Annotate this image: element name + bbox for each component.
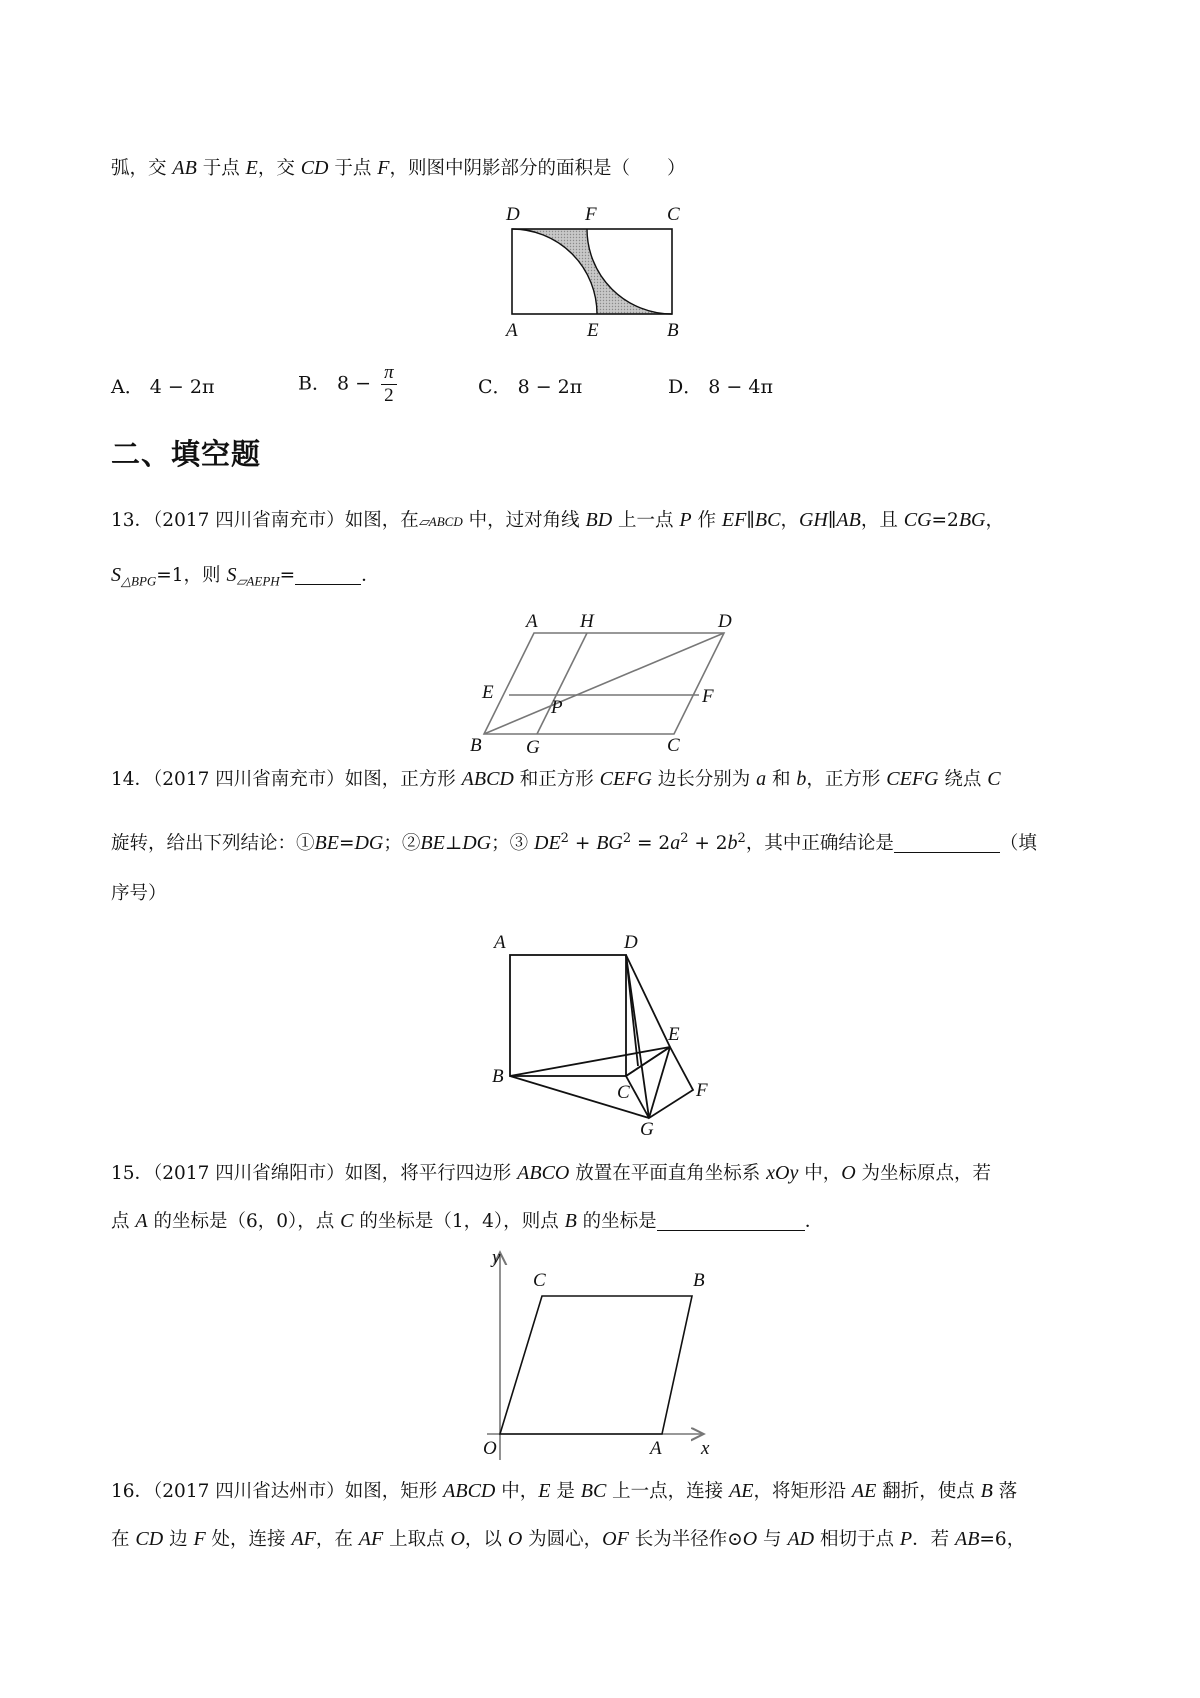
label-A: A: [494, 932, 506, 953]
label-E: E: [587, 320, 599, 341]
q12-figure: [500, 200, 700, 340]
label-C: C: [667, 204, 680, 225]
label-B: B: [492, 1066, 504, 1087]
q13-line1: 13．（2017 四川省南充市）如图，在▱ABCD 中，过对角线 BD 上一点 P 作 EF∥BC，GH∥AB，且 CG=2BG，: [111, 509, 1004, 531]
label-D: D: [624, 932, 638, 953]
q15-line2: 点 A 的坐标是（6，0），点 C 的坐标是（1，4），则点 B 的坐标是 ．: [111, 1210, 824, 1232]
option-c: C． 8 − 2π: [478, 376, 583, 398]
label-x: x: [701, 1438, 710, 1459]
q14-line3: 序号）: [111, 883, 167, 904]
q12-line1: 弧，交 AB 于点 E，交 CD 于点 F，则图中阴影部分的面积是（ ）: [111, 157, 686, 179]
q16-line2: 在 CD 边 F 处，连接 AF，在 AF 上取点 O，以 O 为圆心，OF 长为半径作⊙O 与 AD 相切于点 P．若 AB=6，: [111, 1528, 1026, 1550]
q14-line1: 14．（2017 四川省南充市）如图，正方形 ABCD 和正方形 CEFG 边长分别为 a 和 b，正方形 CEFG 绕点 C: [111, 768, 1001, 790]
segment-dce: [626, 955, 638, 1066]
label-B: B: [667, 320, 679, 341]
fraction-pi-over-2: $\frac{\pi}{2}$: [381, 362, 397, 407]
label-B: B: [693, 1270, 705, 1291]
label-F: F: [585, 204, 597, 225]
segment-be: [510, 1047, 670, 1076]
q13-line2: $S_{\triangle BPG}=1$，则 $S_{▱AEPH}=$ ．: [111, 564, 380, 589]
label-A: A: [526, 611, 538, 632]
answer-blank[interactable]: [894, 832, 1000, 853]
label-F: F: [696, 1080, 708, 1101]
option-a: A． 4 − 2π: [111, 376, 215, 398]
q15-figure: [477, 1247, 727, 1465]
segment-bd: [484, 633, 724, 734]
label-C: C: [617, 1082, 630, 1103]
q16-line1: 16．（2017 四川省达州市）如图，矩形 ABCD 中，E 是 BC 上一点，连接 AE，将矩形沿 AE 翻折，使点 B 落: [111, 1480, 1018, 1502]
option-d: D． 8 − 4π: [668, 376, 773, 398]
segment-gh: [537, 633, 587, 734]
label-P: P: [551, 697, 563, 718]
q13-figure: [462, 613, 732, 758]
label-O: O: [483, 1438, 497, 1459]
q14-line2: 旋转，给出下列结论：①BE=DG；②BE⊥DG；③ $DE^2 + BG^2 = 2a^2 + 2b^2$，其中正确结论是 （填: [111, 831, 1037, 855]
label-F: F: [702, 686, 714, 707]
q15-line1: 15．（2017 四川省绵阳市）如图，将平行四边形 ABCO 放置在平面直角坐标系 xOy 中，O 为坐标原点，若: [111, 1162, 992, 1184]
label-y: y: [492, 1247, 501, 1268]
section-heading: 二、填空题: [111, 437, 262, 471]
answer-blank[interactable]: [657, 1210, 805, 1231]
option-b: B． 8 − $\frac{\pi}{2}$: [298, 362, 397, 407]
label-H: H: [580, 611, 594, 632]
label-C: C: [667, 735, 680, 756]
label-A: A: [650, 1438, 662, 1459]
label-D: D: [718, 611, 732, 632]
label-G: G: [526, 737, 540, 758]
label-B: B: [470, 735, 482, 756]
answer-blank[interactable]: [295, 564, 361, 585]
label-D: D: [506, 204, 520, 225]
label-G: G: [640, 1119, 654, 1140]
parallelogram-abco: [500, 1296, 692, 1434]
label-A: A: [506, 320, 518, 341]
shaded-region: [512, 229, 672, 314]
q14-figure: [488, 930, 718, 1140]
label-E: E: [668, 1024, 680, 1045]
label-E: E: [482, 682, 494, 703]
label-C: C: [533, 1270, 546, 1291]
